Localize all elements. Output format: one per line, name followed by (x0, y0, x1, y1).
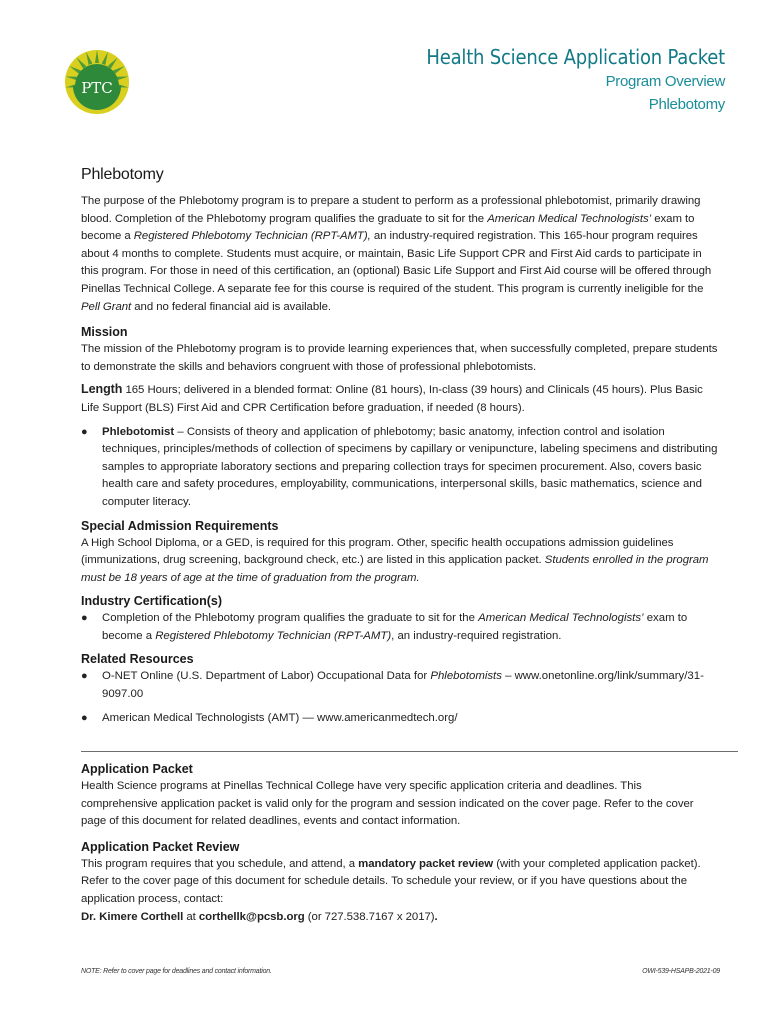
length-list (81, 424, 721, 512)
bullet-icon: ● (81, 612, 88, 625)
review-heading: Application Packet Review (81, 839, 240, 854)
ptc-logo (64, 49, 130, 115)
list-item: ● Completion of the Phlebotomy program qualifies the graduate to sit for the American Medical Technologists’ exam to become a Registered Phlebotomy Technician (RPT-AMT), an industry-required registration. (81, 612, 688, 642)
document-title: Health Science Application Packet (426, 45, 725, 69)
intro-paragraph: The purpose of the Phlebotomy program is to prepare a student to perform as a professional phlebotomist, primarily drawing blood. Completion of the Phlebotomy program qualifies the graduate to sit for the American Medical Technologists’ exam to become a Registered Phlebotomy Technician (RPT-AMT), an industry-required registration. This 165-hour program requires about 4 months to complete. Students must acquire, or maintain, Basic Life Support CPR and First Aid cards to participate in this program. For those in need of this certification, an (optional) Basic Life Support and First Aid course will be offered through Pinellas Technical College. A separate fee for this course is required of the student. This program is currently ineligible for the Pell Grant and no federal financial aid is available. (81, 195, 712, 313)
bullet-icon: ● (81, 425, 88, 438)
contact-email: corthellk@pcsb.org (198, 910, 305, 923)
packet-content (81, 760, 721, 926)
footer-doc-id: OWI-539-HSAPB-2021-09 (642, 968, 720, 975)
certification-list (81, 610, 721, 645)
resources-list (81, 668, 721, 727)
list-item: ● Phlebotomist – Consists of theory and application of phlebotomy; basic anatomy, infection control and isolation techniques, principles/methods of collection of specimens by capillary or venipuncture, labeling specimens and distributing samples to appropriate laboratory sections and preparing collection trays for specimen procurement. Also, covers basic health care and safety procedures, employability, communications, interpersonal skills, basic mathematics, science and computer literacy. (81, 425, 718, 508)
length-label: Length (81, 382, 123, 397)
mission-heading: Mission (81, 325, 128, 340)
admission-heading: Special Admission Requirements (81, 518, 279, 533)
review-text: This program requires that you schedule, and attend, a mandatory packet review (with your completed application packet). Refer to the cover page of this document for schedule details. To schedule your review, or if you have questions about the application process, contact: Dr. Kimere Corthell at corthellk@pcsb.org (or 727.538.7167 x 2017). (81, 857, 701, 923)
certification-heading: Industry Certification(s) (81, 594, 222, 609)
bullet-icon: ● (81, 670, 88, 683)
main-content (81, 164, 721, 727)
bullet-icon: ● (81, 711, 88, 724)
list-item: ● American Medical Technologists (AMT) — www.americanmedtech.org/ (81, 710, 721, 728)
logo-text: PTC (81, 79, 113, 97)
document-subtitle-overview: Program Overview (605, 73, 725, 90)
mission-text: The mission of the Phlebotomy program is to provide learning experiences that, when successfully completed, prepare students to demonstrate the skills and behaviors congruent with those of professional phlebotomists. (81, 343, 718, 373)
packet-text: Health Science programs at Pinellas Technical College have very specific application criteria and deadlines. This comprehensive application packet is valid only for the program and session indicated on the cover page. Refer to the cover page of this document for related deadlines, events and contact information. (81, 780, 694, 828)
admission-text: A High School Diploma, or a GED, is required for this program. Other, specific health occupations admission guidelines (immunizations, drug screening, background check, etc.) are listed in this application packet. Students enrolled in the program must be 18 years of age at the time of graduation from the program. (81, 536, 709, 584)
resources-heading: Related Resources (81, 652, 194, 667)
contact-name: Dr. Kimere Corthell (81, 910, 184, 923)
footer-note: NOTE: Refer to cover page for deadlines and contact information. (81, 968, 272, 975)
packet-heading: Application Packet (81, 762, 193, 776)
header-block (426, 44, 725, 116)
length-paragraph: Length 165 Hours; delivered in a blended format: Online (81 hours), In-class (39 hours) and Clinicals (45 hours). Plus Basic Life Support (BLS) First Aid and CPR Certification before graduation, if needed (8 hours). (81, 382, 703, 414)
list-item: ● O-NET Online (U.S. Department of Labor) Occupational Data for Phlebotomists – www.onetonline.org/link/summary/31-9097.00 (81, 670, 704, 701)
document-subtitle-program: Phlebotomy (648, 96, 725, 113)
section-divider (81, 751, 738, 752)
program-heading: Phlebotomy (81, 166, 164, 183)
